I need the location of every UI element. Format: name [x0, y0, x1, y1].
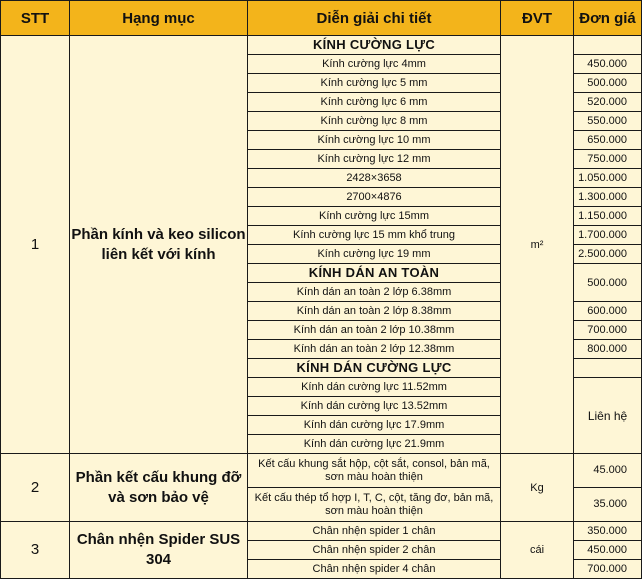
- price-cell: 550.000: [574, 112, 642, 131]
- group2-title: Phần kết cấu khung đỡ và sơn bảo vệ: [70, 454, 248, 522]
- contact-price-cell: Liên hệ: [574, 378, 642, 454]
- desc-cell: Kính cường lực 12 mm: [248, 150, 501, 169]
- desc-cell: Kính cường lực 8 mm: [248, 112, 501, 131]
- desc-cell: Kết cấu khung sắt hộp, cột sắt, consol, bản mã, sơn màu hoàn thiện: [248, 454, 501, 488]
- price-cell: 1.300.000: [574, 188, 642, 207]
- desc-cell: Chân nhện spider 1 chân: [248, 522, 501, 541]
- header-row: [1, 1, 642, 36]
- desc-cell: Chân nhện spider 4 chân: [248, 560, 501, 579]
- desc-cell: 2700×4876: [248, 188, 501, 207]
- desc-cell: Kính cường lực 5 mm: [248, 74, 501, 93]
- price-cell: 750.000: [574, 150, 642, 169]
- desc-cell: Kính dán cường lực 11.52mm: [248, 378, 501, 397]
- header-stt: STT: [1, 1, 70, 36]
- desc-cell: 2428×3658: [248, 169, 501, 188]
- price-cell: 1.700.000: [574, 226, 642, 245]
- price-cell-empty: [574, 36, 642, 55]
- desc-cell: Kính dán cường lực 13.52mm: [248, 397, 501, 416]
- desc-cell: Kính cường lực 6 mm: [248, 93, 501, 112]
- desc-cell: Kính dán an toàn 2 lớp 8.38mm: [248, 302, 501, 321]
- price-cell: 35.000: [574, 488, 642, 522]
- subheader-tempered: KÍNH CƯỜNG LỰC: [248, 36, 501, 55]
- price-cell: 450.000: [574, 55, 642, 74]
- table-row: [1, 522, 642, 541]
- price-cell: 1.150.000: [574, 207, 642, 226]
- price-cell: 1.050.000: [574, 169, 642, 188]
- desc-cell: Kính dán an toàn 2 lớp 12.38mm: [248, 340, 501, 359]
- header-price: Đơn giá: [574, 1, 642, 36]
- price-cell: 600.000: [574, 302, 642, 321]
- group1-title: Phần kính và keo silicon liên kết với kính: [70, 36, 248, 454]
- group3-title: Chân nhện Spider SUS 304: [70, 522, 248, 579]
- price-cell: 350.000: [574, 522, 642, 541]
- desc-cell: Kính cường lực 4mm: [248, 55, 501, 74]
- header-item: Hạng mục: [70, 1, 248, 36]
- desc-cell: Kính cường lực 10 mm: [248, 131, 501, 150]
- subheader-laminated: KÍNH DÁN AN TOÀN: [248, 264, 501, 283]
- group3-unit: cái: [501, 522, 574, 579]
- group2-stt: 2: [1, 454, 70, 522]
- desc-cell: Chân nhện spider 2 chân: [248, 541, 501, 560]
- price-cell-empty: [574, 359, 642, 378]
- desc-cell: Kính dán an toàn 2 lớp 6.38mm: [248, 283, 501, 302]
- price-cell: 500.000: [574, 264, 642, 302]
- desc-cell: Kính cường lực 15 mm khổ trung: [248, 226, 501, 245]
- price-cell: 45.000: [574, 454, 642, 488]
- desc-cell: Kết cấu thép tổ hợp I, T, C, cột, tăng đơ, bản mã, sơn màu hoàn thiện: [248, 488, 501, 522]
- table-row: [1, 36, 642, 55]
- desc-cell: Kính cường lực 19 mm: [248, 245, 501, 264]
- desc-cell: Kính dán an toàn 2 lớp 10.38mm: [248, 321, 501, 340]
- price-cell: 800.000: [574, 340, 642, 359]
- desc-cell: Kính dán cường lực 21.9mm: [248, 435, 501, 454]
- header-unit: ĐVT: [501, 1, 574, 36]
- group1-unit: m²: [501, 36, 574, 454]
- price-cell: 450.000: [574, 541, 642, 560]
- desc-cell: Kính dán cường lực 17.9mm: [248, 416, 501, 435]
- group1-stt: 1: [1, 36, 70, 454]
- group2-unit: Kg: [501, 454, 574, 522]
- subheader-laminated-tempered: KÍNH DÁN CƯỜNG LỰC: [248, 359, 501, 378]
- price-cell: 700.000: [574, 560, 642, 579]
- table-row: [1, 454, 642, 488]
- price-cell: 500.000: [574, 74, 642, 93]
- price-cell: 2.500.000: [574, 245, 642, 264]
- header-desc: Diễn giải chi tiết: [248, 1, 501, 36]
- desc-cell: Kính cường lực 15mm: [248, 207, 501, 226]
- group3-stt: 3: [1, 522, 70, 579]
- price-cell: 520.000: [574, 93, 642, 112]
- price-cell: 650.000: [574, 131, 642, 150]
- price-cell: 700.000: [574, 321, 642, 340]
